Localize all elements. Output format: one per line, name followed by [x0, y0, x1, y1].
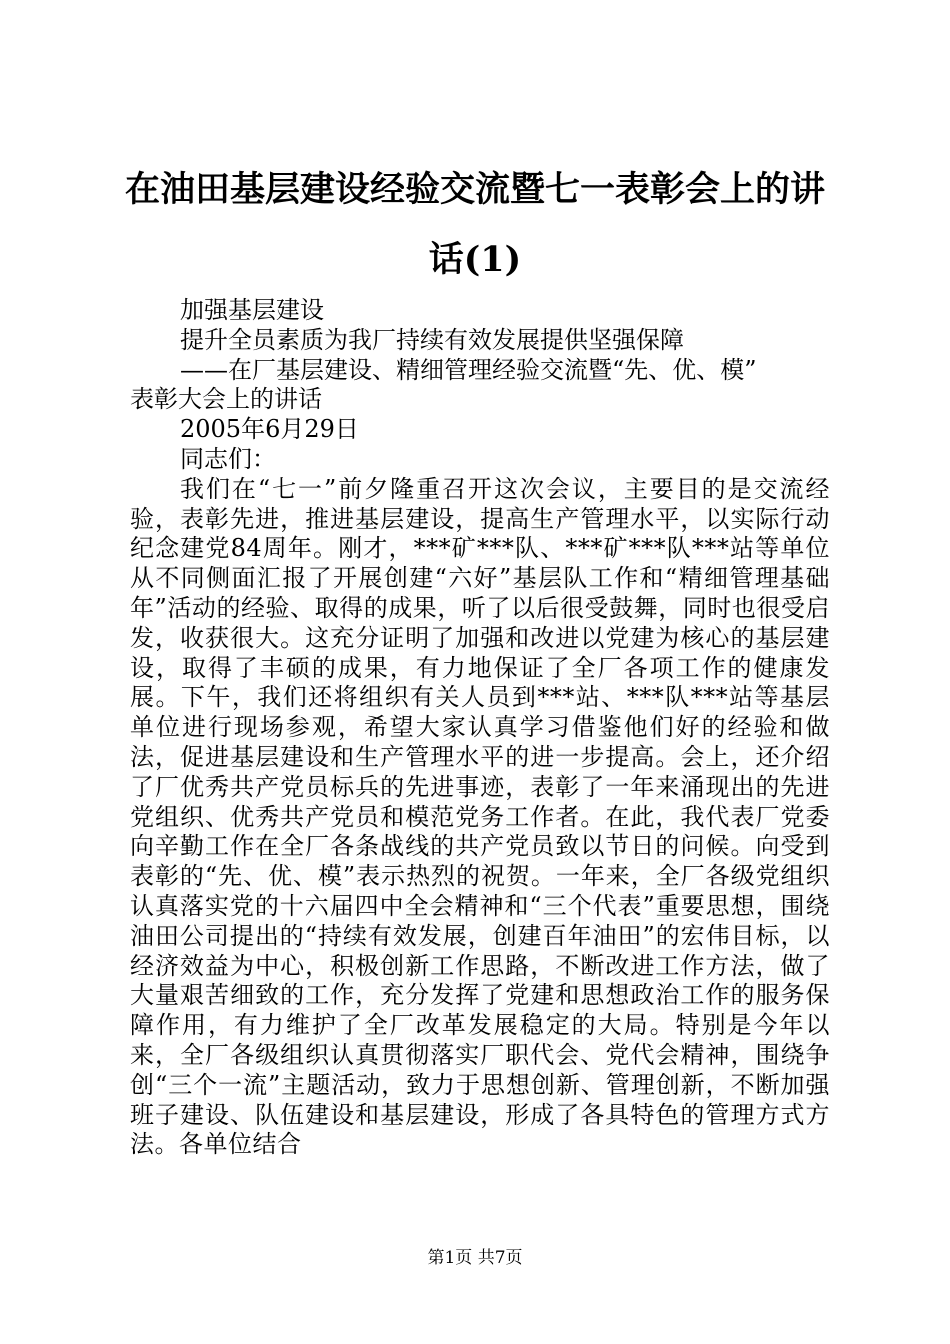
document-body	[130, 296, 830, 1160]
subtitle-line-3b: 表彰大会上的讲话	[130, 385, 322, 414]
document-title: 在油田基层建设经验交流暨七一表彰会上的讲话(1)	[124, 169, 825, 280]
salutation: 同志们：	[180, 444, 276, 473]
body-paragraph: 我们在“七一”前夕隆重召开这次会议，主要目的是交流经验，表彰先进，推进基层建设，提高生产管理水平，以实际行动纪念建党84周年。刚才，***矿***队、***矿***队***站等单位从不同侧面汇报了开展创建“六好”基层队工作和“精细管理基础年”活动的经验、取得的成果，听了以后很受鼓舞，同时也很受启发，收获很大。这充分证明了加强和改进以党建为核心的基层建设，取得了丰硕的成果，有力地保证了全厂各项工作的健康发展。下午，我们还将组织有关人员到***站、***队***站等基层单位进行现场参观，希望大家认真学习借鉴他们好的经验和做法，促进基层建设和生产管理水平的进一步提高。会上，还介绍了厂优秀共产党员标兵的先进事迹，表彰了一年来涌现出的先进党组织、优秀共产党员和模范党务工作者。在此，我代表厂党委向辛勤工作在全厂各条战线的共产党员致以节日的问候。向受到表彰的“先、优、模”表示热烈的祝贺。一年来，全厂各级党组织认真落实党的十六届四中全会精神和“三个代表”重要思想，围绕油田公司提出的“持续有效发展，创建百年油田”的宏伟目标，以经济效益为中心，积极创新工作思路，不断改进工作方法，做了大量艰苦细致的工作，充分发挥了党建和思想政治工作的服务保障作用，有力维护了全厂改革发展稳定的大局。特别是今年以来，全厂各级组织认真贯彻落实厂职代会、党代会精神，围绕争创“三个一流”主题活动，致力于思想创新、管理创新，不断加强班子建设、队伍建设和基层建设，形成了各具特色的管理方式方法。各单位结合	[130, 474, 830, 1159]
subtitle-line-1: 加强基层建设	[180, 296, 324, 324]
subtitle-line-2: 提升全员素质为我厂持续有效发展提供坚强保障	[180, 325, 684, 354]
speech-date: 2005年6月29日	[180, 415, 359, 444]
page-indicator: 第1页 共7页	[427, 1248, 523, 1268]
subtitle-line-3a: ——在厂基层建设、精细管理经验交流暨“先、优、模”	[180, 355, 757, 384]
